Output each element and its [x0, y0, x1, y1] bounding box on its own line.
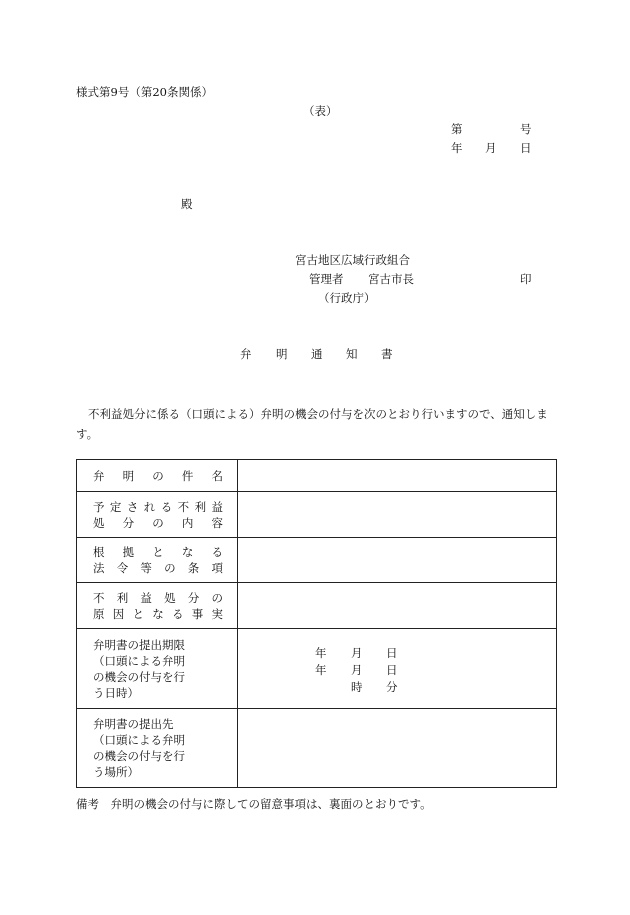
minute-label: 分 — [386, 680, 398, 694]
label-line: （口頭による弁明 — [93, 653, 185, 668]
deadline-time-line — [238, 680, 556, 694]
label-line: の機会の付与を行 — [93, 669, 185, 684]
title-char: 知 — [346, 347, 358, 361]
month-label: 月 — [351, 663, 363, 677]
day-label: 日 — [386, 646, 398, 660]
table-row — [77, 460, 557, 492]
label-line: 弁明書の提出先 — [93, 717, 174, 731]
label-line: 不利益処分の — [93, 590, 223, 605]
month-label: 月 — [351, 646, 363, 660]
date-year-label: 年 — [451, 141, 463, 155]
table-row — [77, 538, 557, 583]
notice-body-text: 不利益処分に係る（口頭による）弁明の機会の付与を次のとおり行いますので、通知します。 — [76, 407, 548, 441]
row-value-planned-disposition — [238, 492, 557, 538]
row-value-submission-place — [238, 709, 557, 788]
label-line: （口頭による弁明 — [93, 733, 185, 747]
title-char: 通 — [311, 347, 323, 361]
table-row — [77, 492, 557, 538]
deadline-date-line-1 — [238, 646, 556, 660]
title-char: 弁 — [240, 347, 252, 361]
issuer-seal-mark: 印 — [520, 272, 532, 286]
row-label-planned-disposition — [77, 492, 238, 538]
label-line: う場所） — [93, 765, 139, 779]
label-line: う日時） — [93, 685, 139, 700]
label-line: 法令等の条項 — [93, 561, 223, 575]
issuer-organization: 宮古地区広域行政組合 — [295, 253, 410, 267]
date-month-label: 月 — [485, 141, 497, 155]
table-row — [77, 629, 557, 709]
row-label-case-name — [77, 460, 238, 492]
row-label-cause-facts — [77, 583, 238, 629]
row-value-submission-deadline — [238, 629, 557, 709]
label-line: の機会の付与を行 — [93, 749, 185, 763]
hour-label: 時 — [351, 680, 363, 694]
title-char: 明 — [276, 347, 288, 361]
label-line: 予定される不利益 — [93, 499, 223, 514]
label-line: 処分の内容 — [93, 515, 223, 530]
title-char: 書 — [381, 347, 393, 361]
remarks-note: 備考 弁明の機会の付与に際しての留意事項は、裏面のとおりです。 — [76, 797, 432, 811]
issuer-admin-name: 宮古市長 — [368, 272, 414, 286]
row-label-legal-basis — [77, 538, 238, 583]
deadline-date-line-2 — [238, 663, 556, 677]
row-label-submission-deadline — [77, 629, 238, 709]
document-number-suffix: 号 — [520, 122, 532, 136]
document-number-prefix: 第 — [451, 122, 463, 136]
issuer-admin-title: 管理者 — [309, 272, 344, 286]
form-number: 様式第9号（第20条関係） — [76, 85, 213, 99]
year-label: 年 — [315, 646, 327, 660]
label-line: 原因となる事実 — [93, 606, 223, 621]
issuer-agency: （行政庁） — [318, 291, 376, 305]
row-value-legal-basis — [238, 538, 557, 583]
label-line: 根拠となる — [93, 545, 223, 559]
side-indicator: （表） — [303, 104, 338, 118]
year-label: 年 — [315, 663, 327, 677]
label-line: 弁明の件名 — [93, 468, 223, 483]
notice-details-table — [76, 459, 557, 788]
day-label: 日 — [386, 663, 398, 677]
label-line: 弁明書の提出期限 — [93, 637, 185, 652]
table-row — [77, 709, 557, 788]
row-value-cause-facts — [238, 583, 557, 629]
date-day-label: 日 — [520, 141, 532, 155]
row-value-case-name — [238, 460, 557, 492]
addressee-honorific: 殿 — [181, 197, 193, 211]
table-row — [77, 583, 557, 629]
row-label-submission-place — [77, 709, 238, 788]
